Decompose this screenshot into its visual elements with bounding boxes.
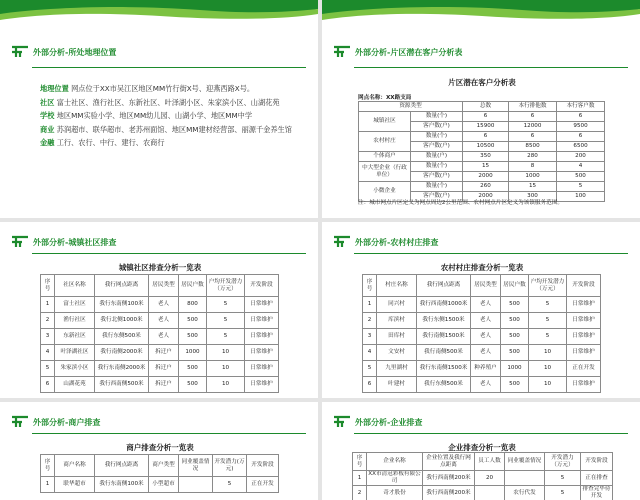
slide-title: 外部分析-城镇社区排查 [33, 237, 117, 247]
table-cell [179, 477, 213, 493]
slide-title: 外部分析-商户排查 [33, 417, 101, 427]
table-cell: 15 [509, 182, 557, 192]
table-cell: 5 [213, 477, 247, 493]
table-cell: 文安村 [377, 345, 417, 361]
table-note: 注：城市网点片区定义为网点周边2公里范围、农村网点片区定义为该镇服务范围。 [358, 200, 563, 206]
resource-type-cell: 中大型企业（行政单位） [359, 162, 411, 182]
village-table [362, 274, 601, 393]
title-underline [32, 67, 306, 68]
table-cell: 日常维护 [245, 361, 279, 377]
title-underline [32, 253, 306, 254]
table-cell: 我行东侧500米 [95, 329, 149, 345]
table-cell: 3 [41, 329, 55, 345]
table-cell: 老人 [471, 329, 501, 345]
header-cell: 商户类型 [149, 455, 179, 477]
slide-header [10, 44, 116, 60]
table-cell: 800 [179, 297, 207, 313]
bottom-wave [0, 210, 318, 218]
table-cell: 日常维护 [245, 297, 279, 313]
header-cell: 开发阶段 [247, 455, 279, 477]
postal-logo-icon [10, 44, 30, 60]
table-cell: 我行西南侧1000米 [417, 297, 471, 313]
table-cell: 8 [509, 162, 557, 172]
table-cell: 我行南侧2000米 [95, 345, 149, 361]
table-cell: 5 [207, 313, 245, 329]
table-cell: 数量(个) [411, 132, 463, 142]
table-row [41, 377, 279, 393]
table-cell: 2 [363, 313, 377, 329]
table-cell: XX市清冠彩板有限公司 [368, 471, 421, 484]
slide-header [10, 414, 100, 430]
table-header-row [359, 102, 605, 112]
table-cell: 8500 [509, 142, 557, 152]
table-cell: 田库村 [377, 329, 417, 345]
table-cell: 日常维护 [245, 345, 279, 361]
commerce-row: 商业 苏润超市、联华超市、老苏州面馆、地区MM建材经营部、丽源千金养生馆 [40, 124, 292, 134]
table-cell: 客户数(户) [411, 122, 463, 132]
table-cell: 拆迁户 [149, 345, 179, 361]
table-cell: 4 [41, 345, 55, 361]
header-cell: 户均开发潜力（万元） [207, 275, 245, 297]
table-cell: 100 [557, 192, 605, 202]
table-cell: 6 [509, 132, 557, 142]
slide-title: 外部分析-农村村庄排查 [355, 237, 439, 247]
table-cell: 500 [501, 297, 529, 313]
green-wave-banner [322, 0, 640, 26]
table-cell: 同兴村 [377, 297, 417, 313]
table-row [41, 345, 279, 361]
table-cell: 库滨村 [377, 313, 417, 329]
table-row [363, 297, 601, 313]
table-cell: 正在开发 [247, 477, 279, 493]
table-cell: 客户数(户) [411, 142, 463, 152]
table-cell: 日常维护 [567, 297, 601, 313]
postal-logo-icon [332, 44, 352, 60]
table-header-row [353, 453, 613, 471]
table-cell: 老人 [149, 329, 179, 345]
table-cell: 3 [363, 329, 377, 345]
table-cell: 500 [179, 329, 207, 345]
table-cell: 10500 [463, 142, 509, 152]
table-cell: 我行东南侧2000米 [95, 361, 149, 377]
table-row [359, 132, 605, 142]
table-cell: 5 [41, 361, 55, 377]
table-cell: 6 [463, 132, 509, 142]
table-cell: 数量(个) [411, 112, 463, 122]
table-cell: 280 [509, 152, 557, 162]
table-cell: 老人 [471, 345, 501, 361]
table-row [363, 377, 601, 393]
table-cell: 10 [207, 377, 245, 393]
header-cell: 开发阶段 [567, 275, 601, 297]
header-cell: 同业覆盖情况 [505, 453, 545, 471]
header-cell: 总数 [463, 102, 509, 112]
postal-logo-icon [10, 234, 30, 250]
table-cell: 10 [207, 345, 245, 361]
table-cell: 9500 [557, 122, 605, 132]
table-cell: 我行东南侧100米 [95, 297, 149, 313]
table-cell: 6500 [557, 142, 605, 152]
table-cell: 日常维护 [245, 313, 279, 329]
table-cell: 20 [475, 471, 505, 486]
header-cell: 居民户数 [179, 275, 207, 297]
header-cell: 开发潜力（万元） [545, 453, 581, 471]
table-cell: 富士社区 [55, 297, 95, 313]
table-cell: 老人 [471, 313, 501, 329]
table-cell: 日常维护 [567, 313, 601, 329]
table-cell: 5 [529, 329, 567, 345]
table-cell: 我行南侧500米 [417, 345, 471, 361]
table-cell: 奇才股份 [367, 486, 423, 500]
table-row [359, 152, 605, 162]
table-cell: 2000 [463, 172, 509, 182]
location-row: 地理位置 网点位于XX市吴江区地区MM竹行街X号、迎燕西路X号。 [40, 84, 255, 93]
table-row [353, 471, 613, 486]
table-cell: 10 [529, 345, 567, 361]
table-cell: 1 [41, 477, 55, 493]
table-cell: 15900 [463, 122, 509, 132]
merchant-table [40, 454, 279, 493]
slide-enterprise-survey[interactable] [322, 402, 640, 500]
slide-title: 外部分析-所处地理位置 [33, 47, 117, 57]
table-cell: 1 [363, 297, 377, 313]
table-row [359, 162, 605, 172]
table-title: 片区潜在客户分析表 [448, 78, 516, 87]
title-underline [354, 253, 628, 254]
table-header-row [41, 275, 279, 297]
table-cell: 渔行社区 [55, 313, 95, 329]
table-header-row [363, 275, 601, 297]
table-cell: 6 [557, 112, 605, 122]
header-cell: 居民类型 [471, 275, 501, 297]
header-cell: 户均开发潜力（万元） [529, 275, 567, 297]
table-cell: 1000 [501, 361, 529, 377]
table-cell: 260 [463, 182, 509, 192]
resource-type-cell: 小微企业 [359, 182, 411, 202]
header-cell: 序号 [41, 275, 55, 297]
table-cell: 10 [207, 361, 245, 377]
table-cell: 500 [501, 345, 529, 361]
table-cell: 我行东侧1500米 [417, 313, 471, 329]
table-cell: 小型超市 [149, 477, 179, 493]
header-cell: 序号 [353, 453, 367, 471]
table-row [353, 486, 613, 500]
table-cell [505, 471, 545, 486]
table-cell: 500 [557, 172, 605, 182]
table-row [41, 477, 279, 493]
table-cell: 10 [529, 377, 567, 393]
table-cell: 东新社区 [55, 329, 95, 345]
community-table [40, 274, 279, 393]
slide-merchant-survey[interactable] [0, 402, 318, 500]
table-title: 城镇社区排查分析一览表 [118, 263, 202, 272]
table-cell: 15 [463, 162, 509, 172]
table-cell: 老人 [471, 297, 501, 313]
table-cell: 叶泽湖社区 [55, 345, 95, 361]
table-cell: 我行北侧1000米 [95, 313, 149, 329]
table-cell: 500 [179, 377, 207, 393]
postal-logo-icon [332, 234, 352, 250]
header-cell: 开发潜力(万元) [213, 455, 247, 477]
table-cell: 客户数(户) [411, 192, 463, 202]
header-cell: 开发阶段 [581, 453, 613, 471]
table-cell: 种养殖户 [471, 361, 501, 377]
table-cell: 5 [207, 329, 245, 345]
table-cell: 叶建村 [377, 377, 417, 393]
slide-header [10, 234, 116, 250]
table-cell: 5 [557, 182, 605, 192]
green-wave-bottom-shape [322, 217, 640, 218]
header-cell: 企业名称 [367, 453, 423, 471]
branch-name: 网点名称：XX路支局 [358, 95, 412, 101]
title-underline [354, 433, 628, 434]
header-cell: 同业覆盖情况 [179, 455, 213, 477]
header-cell: 居民类型 [149, 275, 179, 297]
title-underline [354, 67, 628, 68]
table-cell: 朱家滨小区 [55, 361, 95, 377]
table-cell: 拆迁户 [149, 361, 179, 377]
table-cell: 我行东南侧1500米 [417, 361, 471, 377]
table-cell: 数量(个) [411, 162, 463, 172]
table-cell: 500 [501, 377, 529, 393]
table-cell: 5 [545, 486, 581, 500]
table-cell [475, 486, 505, 500]
table-cell: 排查完毕待开发 [581, 486, 613, 500]
table-row [41, 361, 279, 377]
table-cell: 6 [557, 132, 605, 142]
slide-geo-location[interactable] [0, 0, 318, 218]
table-cell: 我行西南侧200米 [423, 486, 475, 500]
resource-type-cell: 农村村庄 [359, 132, 411, 152]
table-cell: 老人 [471, 377, 501, 393]
slide-header [332, 44, 462, 60]
table-cell: 日常维护 [567, 329, 601, 345]
table-cell: 数量(个) [411, 182, 463, 192]
table-row [359, 112, 605, 122]
table-cell: 10 [529, 361, 567, 377]
green-wave-shape [0, 0, 318, 26]
slide-community-survey[interactable] [0, 222, 318, 398]
table-cell: 500 [501, 329, 529, 345]
table-title: 商户排查分析一览表 [126, 443, 194, 452]
header-cell: 村庄名称 [377, 275, 417, 297]
green-wave-banner [0, 0, 318, 26]
table-cell: 日常维护 [245, 377, 279, 393]
table-row [363, 313, 601, 329]
table-cell: 客户数(户) [411, 172, 463, 182]
table-cell: 6 [509, 112, 557, 122]
header-cell: 本行客户数 [557, 102, 605, 112]
table-cell: 500 [501, 313, 529, 329]
table-cell: 日常维护 [567, 345, 601, 361]
table-cell: 2000 [463, 192, 509, 202]
table-title: 企业排查分析一览表 [448, 443, 516, 452]
resource-type-cell: 城镇社区 [359, 112, 411, 132]
table-cell: 农行代发 [505, 486, 545, 500]
green-wave-shape [322, 0, 640, 26]
table-cell: 5 [207, 297, 245, 313]
table-cell: 数量(户) [411, 152, 463, 162]
header-cell: 我行网点距离 [417, 275, 471, 297]
table-cell: 2 [41, 313, 55, 329]
slide-header [332, 234, 438, 250]
table-cell: 我行西南侧200米 [423, 471, 475, 486]
postal-logo-icon [332, 414, 352, 430]
table-cell: 6 [41, 377, 55, 393]
table-cell: 1000 [179, 345, 207, 361]
header-cell: 序号 [41, 455, 55, 477]
table-row [363, 361, 601, 377]
green-wave-bottom-shape [0, 217, 318, 218]
table-cell: 6 [463, 112, 509, 122]
table-cell: 拆迁户 [149, 377, 179, 393]
table-cell: 2 [353, 486, 367, 500]
enterprise-table [352, 452, 613, 500]
header-cell: 我行网点距离 [95, 275, 149, 297]
table-row [41, 329, 279, 345]
table-cell: 我行东南侧100米 [95, 477, 149, 493]
table-cell: 1000 [509, 172, 557, 182]
header-cell: 居民户数 [501, 275, 529, 297]
bottom-wave [322, 210, 640, 218]
table-cell: 500 [179, 313, 207, 329]
table-cell: 6 [363, 377, 377, 393]
header-cell: 商户名称 [55, 455, 95, 477]
table-cell: 350 [463, 152, 509, 162]
table-row [363, 329, 601, 345]
location-text-block [40, 82, 295, 150]
table-cell: 5 [529, 313, 567, 329]
table-cell: 联华超市 [55, 477, 95, 493]
header-cell: 资源类型 [359, 102, 463, 112]
table-row [41, 313, 279, 329]
table-row [41, 297, 279, 313]
slide-title: 外部分析-片区潜在客户分析表 [355, 47, 463, 57]
table-cell: 300 [509, 192, 557, 202]
title-underline [32, 433, 306, 434]
table-cell: 九里湖村 [377, 361, 417, 377]
table-cell: 正在开发 [567, 361, 601, 377]
table-title: 农村村庄排查分析一览表 [440, 263, 524, 272]
table-cell: 老人 [149, 297, 179, 313]
table-cell: 日常维护 [567, 377, 601, 393]
table-cell: 5 [529, 297, 567, 313]
table-cell: 正在排查 [581, 471, 613, 486]
slide-potential-customers[interactable] [322, 0, 640, 218]
slide-header [332, 414, 422, 430]
header-cell: 本行排他数 [509, 102, 557, 112]
table-cell: 山湖花苑 [55, 377, 95, 393]
slide-village-survey[interactable] [322, 222, 640, 398]
table-cell: 4 [363, 345, 377, 361]
potential-customer-table [358, 101, 605, 202]
table-row [359, 182, 605, 192]
table-cell: 老人 [149, 313, 179, 329]
header-cell: 员工人数 [475, 453, 505, 471]
table-cell: 1 [41, 297, 55, 313]
table-cell: 1 [353, 471, 367, 486]
school-row: 学校 地区MM实验小学、地区MM幼儿园、山湖小学、地区MM中学 [40, 111, 253, 120]
community-row: 社区 富士社区、渔行社区、东新社区、叶泽湖小区、朱家滨小区、山湖花苑 [40, 97, 280, 107]
table-cell: 200 [557, 152, 605, 162]
table-cell: 5 [363, 361, 377, 377]
header-cell: 我行网点距离 [95, 455, 149, 477]
table-cell: 500 [179, 361, 207, 377]
table-cell: 5 [545, 471, 581, 486]
slide-title: 外部分析-企业排查 [355, 417, 423, 427]
table-cell: 我行西南侧500米 [95, 377, 149, 393]
table-cell: 我行南侧1500米 [417, 329, 471, 345]
table-cell: 我行东侧500米 [417, 377, 471, 393]
header-cell: 社区名称 [55, 275, 95, 297]
postal-logo-icon [10, 414, 30, 430]
header-cell: 序号 [363, 275, 377, 297]
finance-row: 金融 工行、农行、中行、建行、农商行 [40, 138, 165, 147]
resource-type-cell: 个体商户 [359, 152, 411, 162]
header-cell: 开发阶段 [245, 275, 279, 297]
table-cell: 12000 [509, 122, 557, 132]
table-row [363, 345, 601, 361]
header-cell: 企业位置及我行网点距离 [423, 453, 475, 471]
table-cell: 4 [557, 162, 605, 172]
table-cell: 日常维护 [245, 329, 279, 345]
table-header-row [41, 455, 279, 477]
